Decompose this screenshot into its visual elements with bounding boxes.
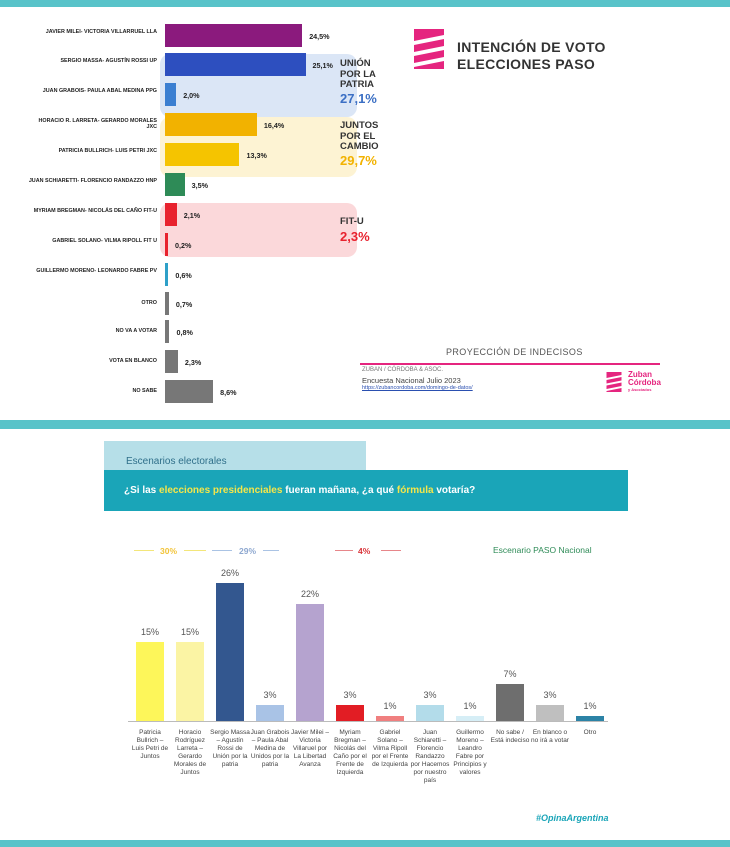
group-pct-jxc: 29,7% bbox=[340, 153, 377, 168]
v-category-label: Otro bbox=[583, 729, 597, 736]
h-bar bbox=[165, 83, 176, 106]
v-value-label: 15% bbox=[180, 626, 199, 637]
v-value-label: 3% bbox=[343, 690, 357, 701]
h-category-label: HORACIO R. LARRETA- GERARDO MORALES JXC bbox=[38, 117, 157, 131]
intencion-voto-panel bbox=[0, 7, 730, 420]
source-org: ZUBAN / CÓRDOBA & ASOC. bbox=[362, 367, 444, 373]
v-bar bbox=[336, 705, 364, 721]
h-bar bbox=[165, 292, 169, 315]
v-value-label: 1% bbox=[583, 700, 597, 711]
h-value-label: 2,0% bbox=[183, 91, 200, 100]
v-category-label: Myriam Bregman – Nicolás del Caño por el Frente de Izquierda bbox=[333, 729, 367, 776]
logo-text: Zuban Córdoba y Asociados bbox=[628, 370, 661, 392]
h-category-label: VOTA EN BLANCO bbox=[109, 358, 157, 365]
v-category-label: Gabriel Solano – Vilma Ripoll por el Frente de Izquierda bbox=[371, 729, 409, 768]
group-name-jxc: JUNTOS POR EL CAMBIO bbox=[340, 120, 379, 152]
h-bar bbox=[165, 350, 178, 373]
h-category-label: NO VA A VOTAR bbox=[115, 328, 157, 335]
v-value-label: 1% bbox=[463, 700, 477, 711]
v-bar bbox=[536, 705, 564, 721]
h-value-label: 2,1% bbox=[183, 211, 201, 220]
h-bar bbox=[165, 263, 168, 286]
v-value-label: 15% bbox=[140, 626, 159, 637]
h-bar bbox=[165, 203, 177, 226]
h-value-label: 16,4% bbox=[263, 121, 285, 130]
h-value-label: 25,1% bbox=[312, 61, 333, 70]
h-category-label: GUILLERMO MORENO- LEONARDO FABRE PV bbox=[36, 267, 157, 274]
v-value-label: 3% bbox=[263, 690, 277, 701]
h-value-label: 13,3% bbox=[246, 151, 267, 160]
h-category-label: JAVIER MILEI- VICTORIA VILLARRUEL LLA bbox=[45, 28, 157, 35]
legend-fit-line2 bbox=[381, 550, 401, 551]
v-bar bbox=[136, 642, 164, 722]
group-name-uxp: UNIÓN POR LA PATRIA bbox=[340, 58, 376, 90]
v-category-label: Juan Schiaretti – Florencio Randazzo por Hacemos por nuestro país bbox=[410, 729, 450, 784]
h-bar bbox=[165, 233, 168, 256]
h-category-label: SERGIO MASSA- AGUSTÍN ROSSI UP bbox=[60, 57, 157, 64]
legend-uxp-line2 bbox=[263, 550, 279, 551]
legend-jxc-pct: 30% bbox=[160, 546, 178, 556]
v-category-label: Javier Milei – Victoria Villaruel por La Libertad Avanza bbox=[291, 729, 329, 768]
group-pct-fitu: 2,3% bbox=[340, 229, 370, 244]
h-category-label: PATRICIA BULLRICH- LUIS PETRI JXC bbox=[58, 147, 157, 154]
group-pct-uxp: 27,1% bbox=[340, 91, 377, 106]
h-bar bbox=[165, 143, 239, 166]
v-bar bbox=[296, 604, 324, 721]
group-name-fitu: FIT-U bbox=[340, 216, 364, 227]
v-bar bbox=[496, 684, 524, 721]
v-bar bbox=[176, 642, 204, 722]
chart-title: INTENCIÓN DE VOTO ELECCIONES PASO bbox=[457, 39, 606, 72]
v-value-label: 1% bbox=[383, 700, 397, 711]
legend-fit-line bbox=[335, 550, 353, 551]
legend-fit-pct: 4% bbox=[358, 546, 371, 556]
v-category-label: Guillermo Moreno – Leandro Fabre por Principios y valores bbox=[453, 729, 487, 776]
h-value-label: 0,6% bbox=[175, 271, 192, 280]
legend-jxc-line2 bbox=[184, 550, 206, 551]
h-category-label: GABRIEL SOLANO- VILMA RIPOLL FIT U bbox=[52, 237, 157, 244]
h-bar bbox=[165, 53, 306, 76]
h-value-label: 3,5% bbox=[191, 181, 208, 190]
h-bar bbox=[165, 320, 169, 343]
legend-jxc-line bbox=[134, 550, 154, 551]
legend-uxp-line bbox=[212, 550, 232, 551]
v-category-label: Juan Grabois – Paula Abal Medina de Unidos por la patria bbox=[250, 729, 290, 768]
v-bar bbox=[416, 705, 444, 721]
zuban-logo-icon bbox=[410, 27, 448, 71]
h-bar bbox=[165, 380, 213, 403]
x-axis-line bbox=[128, 721, 608, 722]
h-category-label: JUAN SCHIARETTI- FLORENCIO RANDAZZO HNP bbox=[28, 177, 157, 184]
scenario-label: Escenario PASO Nacional bbox=[493, 545, 592, 555]
question-text: ¿Si las elecciones presidenciales fueran mañana, ¿a qué fórmula votaría? bbox=[124, 485, 476, 496]
source-survey: Encuesta Nacional Julio 2023 bbox=[362, 376, 461, 385]
h-value-label: 0,7% bbox=[175, 300, 193, 309]
v-bar bbox=[216, 583, 244, 721]
legend-uxp-pct: 29% bbox=[239, 546, 257, 556]
h-value-label: 0,8% bbox=[176, 328, 193, 337]
v-bar bbox=[256, 705, 284, 721]
h-value-label: 24,5% bbox=[309, 32, 330, 41]
header-label: Escenarios electorales bbox=[126, 456, 227, 467]
v-category-label: Sergio Massa – Agustín Rossi de Unión por la patria bbox=[210, 729, 250, 768]
v-value-label: 3% bbox=[543, 690, 557, 701]
source-link[interactable]: https://zubancordoba.com/domingo-de-datos/ bbox=[362, 385, 473, 391]
h-value-label: 0,2% bbox=[175, 241, 192, 250]
h-bar bbox=[165, 24, 302, 47]
h-value-label: 2,3% bbox=[184, 358, 202, 367]
v-value-label: 22% bbox=[300, 589, 319, 600]
divider-line bbox=[360, 363, 660, 365]
h-category-label: MYRIAM BREGMAN- NICOLÁS DEL CAÑO FIT-U bbox=[33, 207, 157, 214]
brand-hashtag: #OpinaArgentina bbox=[536, 813, 609, 823]
zuban-logo-small-icon bbox=[604, 371, 624, 393]
v-category-label: En blanco o no irá a votar bbox=[531, 729, 569, 744]
v-value-label: 3% bbox=[423, 690, 437, 701]
escenarios-panel bbox=[0, 429, 730, 840]
h-bar bbox=[165, 113, 257, 136]
h-bar bbox=[165, 173, 185, 196]
h-category-label: JUAN GRABOIS- PAULA ABAL MEDINA PPG bbox=[42, 87, 157, 94]
v-category-label: No sabe / Está indeciso bbox=[490, 729, 530, 744]
h-category-label: NO SABE bbox=[132, 388, 157, 395]
v-category-label: Horacio Rodríguez Larreta – Gerardo Morales de Juntos bbox=[173, 729, 207, 776]
v-value-label: 26% bbox=[220, 568, 239, 579]
v-value-label: 7% bbox=[503, 668, 517, 679]
h-category-label: OTRO bbox=[141, 300, 157, 307]
v-category-label: Patricia Bullrich – Luis Petri de Juntos bbox=[131, 729, 169, 760]
h-value-label: 8,6% bbox=[220, 388, 237, 397]
projection-label: PROYECCIÓN DE INDECISOS bbox=[446, 347, 583, 357]
